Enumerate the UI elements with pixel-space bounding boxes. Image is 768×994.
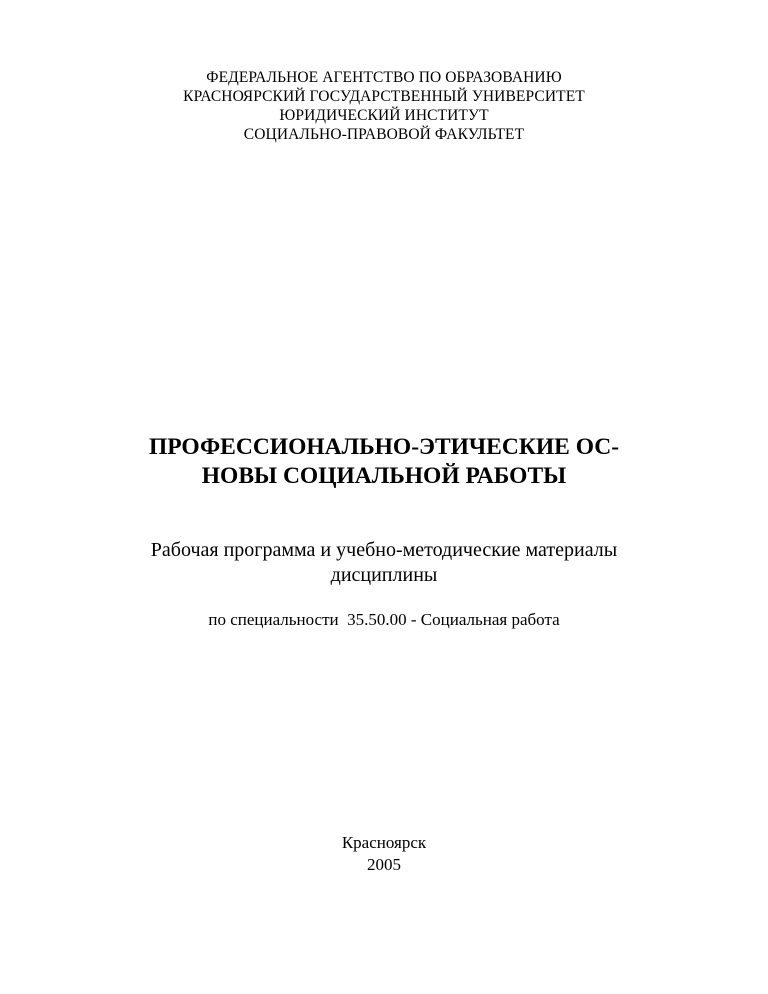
faculty-line: СОЦИАЛЬНО-ПРАВОВОЙ ФАКУЛЬТЕТ bbox=[243, 126, 525, 143]
subtitle-line-1: Рабочая программа и учебно-методические материалы bbox=[150, 539, 618, 561]
city: Красноярск bbox=[341, 833, 427, 852]
institution-header bbox=[0, 68, 768, 144]
agency-line: ФЕДЕРАЛЬНОЕ АГЕНТСТВО ПО ОБРАЗОВАНИЮ bbox=[206, 69, 562, 86]
publication-footer bbox=[0, 832, 768, 876]
document-subtitle bbox=[0, 538, 768, 588]
year: 2005 bbox=[367, 855, 401, 874]
university-line: КРАСНОЯРСКИЙ ГОСУДАРСТВЕННЫЙ УНИВЕРСИТЕТ bbox=[183, 88, 585, 105]
title-line-2: НОВЫ СОЦИАЛЬНОЙ РАБОТЫ bbox=[201, 463, 567, 489]
subtitle-line-2: дисциплины bbox=[330, 564, 438, 586]
institute-line: ЮРИДИЧЕСКИЙ ИНСТИТУТ bbox=[279, 107, 489, 124]
specialty-line: по специальности 35.50.00 - Социальная работа bbox=[208, 610, 560, 629]
title-line-1: ПРОФЕССИОНАЛЬНО-ЭТИЧЕСКИЕ ОС- bbox=[148, 434, 620, 460]
document-title bbox=[0, 433, 768, 491]
